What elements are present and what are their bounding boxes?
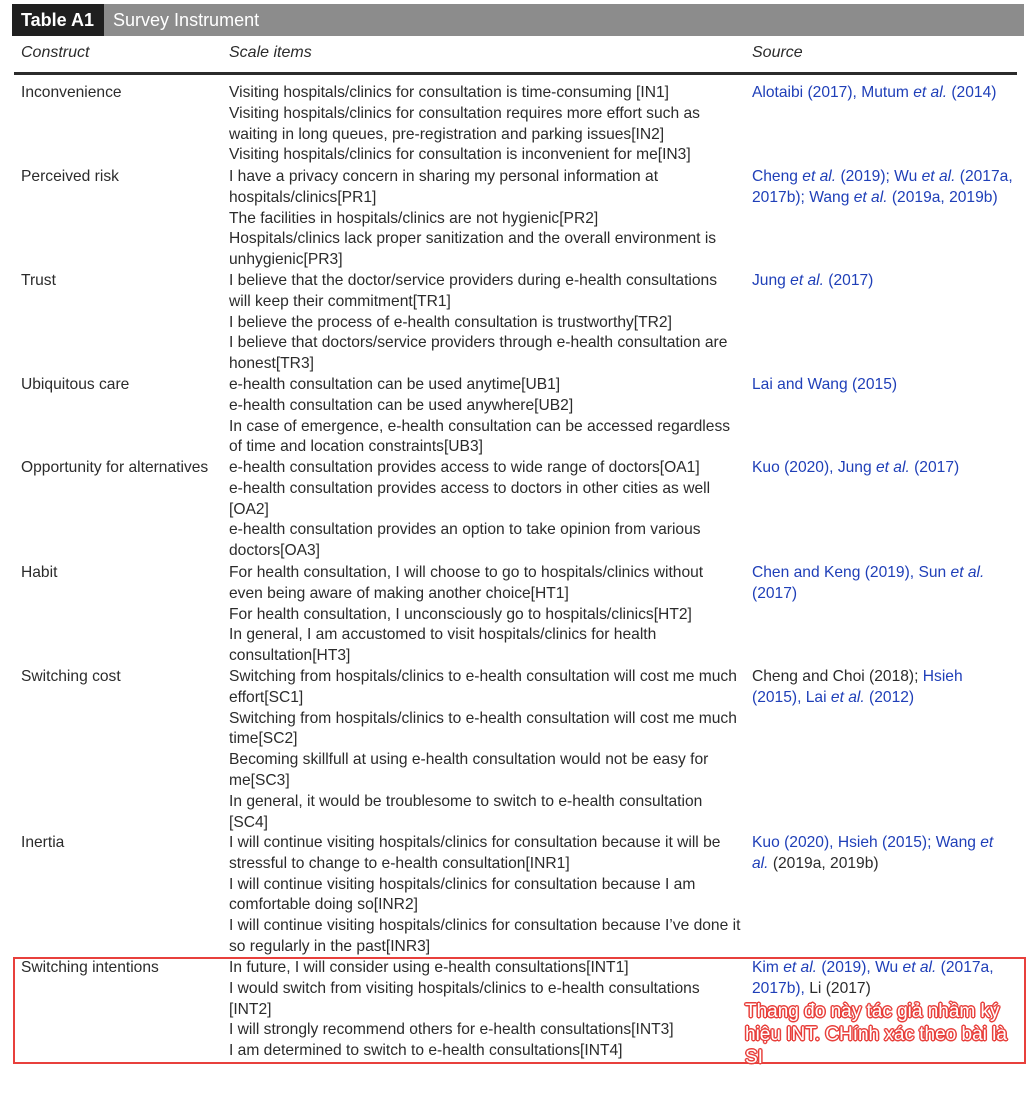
citation-link[interactable]: Jung bbox=[752, 272, 791, 289]
source-cell bbox=[752, 271, 1014, 292]
header-scale-items: Scale items bbox=[229, 44, 312, 61]
scale-items-cell bbox=[229, 458, 741, 562]
citation-link[interactable]: (2017a, 2017b), bbox=[752, 959, 994, 997]
citation-text: (2019a, 2019b) bbox=[768, 854, 879, 872]
scale-items-cell bbox=[229, 375, 741, 458]
construct-cell: Perceived risk bbox=[21, 168, 119, 185]
scale-items-cell bbox=[229, 83, 741, 166]
scale-item: Becoming skillfull at using e-health consultation would not be easy for me[SC3] bbox=[229, 751, 709, 789]
scale-item: I believe the process of e-health consultation is trustworthy[TR2] bbox=[229, 313, 672, 331]
citation-link[interactable]: et al. bbox=[830, 688, 865, 706]
source-cell bbox=[752, 833, 1014, 875]
scale-item: I will continue visiting hospitals/clinics for consultation because I’ve done it so regularly in the past[INR3] bbox=[229, 917, 741, 955]
citation-link[interactable]: (2017a, 2017b); Wang bbox=[752, 168, 1013, 206]
scale-item: I will continue visiting hospitals/clinics for consultation because I am comfortable doing so[INR2] bbox=[229, 875, 696, 914]
header-construct: Construct bbox=[21, 44, 90, 61]
source-cell bbox=[752, 167, 1014, 209]
citation-link[interactable]: Alotaibi (2017), Mutum bbox=[752, 84, 914, 101]
table-title: Survey Instrument bbox=[113, 9, 260, 30]
construct-cell: Inconvenience bbox=[21, 84, 122, 101]
header-source: Source bbox=[752, 44, 803, 61]
header-rule bbox=[14, 72, 1017, 75]
scale-items-cell bbox=[229, 167, 741, 271]
citation-link[interactable]: Kim bbox=[752, 959, 784, 976]
scale-item: For health consultation, I unconsciously go to hospitals/clinics[HT2] bbox=[229, 605, 692, 623]
citation-link[interactable]: (2017) bbox=[909, 459, 960, 476]
citation-link[interactable]: et al. bbox=[875, 459, 910, 476]
source-cell bbox=[752, 458, 1014, 479]
table-header bbox=[0, 40, 1030, 70]
table-number: Table A1 bbox=[12, 4, 104, 36]
scale-item: I have a privacy concern in sharing my personal information at hospitals/clinics[PR1] bbox=[229, 168, 659, 206]
construct-cell: Ubiquitous care bbox=[21, 376, 130, 393]
scale-item: e-health consultation provides access to doctors in other cities as well [OA2] bbox=[229, 479, 711, 518]
citation-link[interactable]: (2017) bbox=[752, 584, 798, 602]
citation-link[interactable]: Chen and Keng (2019), Sun bbox=[752, 564, 951, 581]
annotation-note: Thang đo này tác giả nhầm ký hiệu INT. CHính xác theo bài là SI bbox=[745, 1001, 1007, 1068]
source-cell bbox=[752, 83, 1014, 104]
citation-link[interactable]: Kuo (2020), Jung bbox=[752, 459, 876, 476]
construct-cell: Switching intentions bbox=[21, 959, 159, 976]
scale-items-cell bbox=[229, 667, 741, 833]
construct-cell: Inertia bbox=[21, 834, 65, 851]
scale-item: The facilities in hospitals/clinics are not hygienic[PR2] bbox=[229, 209, 599, 227]
citation-text: Li (2017) bbox=[809, 979, 871, 997]
scale-item: In future, I will consider using e-health consultations[INT1] bbox=[229, 959, 629, 976]
citation-link[interactable]: et al. bbox=[752, 834, 994, 872]
citation-link[interactable]: (2012) bbox=[864, 688, 915, 706]
citation-link[interactable]: et al. bbox=[921, 168, 956, 185]
citation-link[interactable]: et al. bbox=[853, 188, 888, 206]
scale-item: I believe that doctors/service providers through e-health consultation are honest[TR3] bbox=[229, 334, 728, 373]
scale-item: Visiting hospitals/clinics for consultation is inconvenient for me[IN3] bbox=[229, 146, 691, 164]
citation-link[interactable]: et al. bbox=[783, 959, 817, 976]
citation-link[interactable]: Cheng bbox=[752, 168, 803, 185]
scale-item: I will strongly recommend others for e-health consultations[INT3] bbox=[229, 1021, 674, 1039]
citation-link[interactable]: et al. bbox=[902, 959, 937, 976]
table-title-bar bbox=[12, 4, 1024, 36]
citation-link[interactable]: et al. bbox=[950, 564, 985, 581]
citation-text: Cheng and Choi (2018); bbox=[752, 668, 923, 685]
scale-item: e-health consultation provides access to wide range of doctors[OA1] bbox=[229, 459, 700, 476]
scale-item: Hospitals/clinics lack proper sanitization and the overall environment is unhygienic[PR3] bbox=[229, 230, 717, 269]
scale-item: I am determined to switch to e-health consultations[INT4] bbox=[229, 1042, 623, 1060]
citation-link[interactable]: et al. bbox=[790, 272, 824, 289]
scale-item: In general, it would be troublesome to switch to e-health consultation [SC4] bbox=[229, 792, 703, 831]
scale-item: In general, I am accustomed to visit hospitals/clinics for health consultation[HT3] bbox=[229, 626, 657, 665]
citation-link[interactable]: (2017) bbox=[823, 272, 874, 289]
construct-cell: Opportunity for alternatives bbox=[21, 459, 209, 476]
scale-item: I would switch from visiting hospitals/clinics to e-health consultations [INT2] bbox=[229, 979, 700, 1018]
citation-link[interactable]: Kuo (2020), Hsieh (2015); Wang bbox=[752, 834, 981, 851]
citation-link[interactable]: et al. bbox=[802, 168, 837, 185]
scale-item: I will continue visiting hospitals/clinics for consultation because it will be stressful to change to e-health consultation[INR1] bbox=[229, 834, 721, 872]
scale-item: I believe that the doctor/service providers during e-health consultations will keep their commitment[TR1] bbox=[229, 272, 718, 310]
scale-item: e-health consultation can be used anytime[UB1] bbox=[229, 376, 561, 393]
construct-cell: Habit bbox=[21, 564, 58, 581]
scale-item: Switching from hospitals/clinics to e-health consultation will cost me much time[SC2] bbox=[229, 709, 737, 748]
citation-link[interactable]: (2019); Wu bbox=[836, 168, 922, 185]
scale-item: e-health consultation provides an option to take opinion from various doctors[OA3] bbox=[229, 521, 701, 560]
scale-item: Visiting hospitals/clinics for consultation is time-consuming [IN1] bbox=[229, 84, 669, 101]
citation-link[interactable]: (2019), Wu bbox=[817, 959, 903, 976]
citation-link[interactable]: Lai and Wang (2015) bbox=[752, 376, 898, 393]
source-cell bbox=[752, 563, 1014, 605]
scale-item: Switching from hospitals/clinics to e-health consultation will cost me much effort[SC1] bbox=[229, 668, 737, 706]
citation-link[interactable]: Hsieh (2015), Lai bbox=[752, 668, 963, 706]
scale-item: In case of emergence, e-health consultation can be accessed regardless of time and location constraints[UB3] bbox=[229, 417, 731, 456]
citation-link[interactable]: (2019a, 2019b) bbox=[887, 188, 998, 206]
scale-items-cell bbox=[229, 271, 741, 375]
scale-items-cell bbox=[229, 833, 741, 958]
scale-items-cell bbox=[229, 563, 741, 667]
scale-item: For health consultation, I will choose to go to hospitals/clinics without even being aware of making another choice[HT1] bbox=[229, 564, 704, 602]
construct-cell: Switching cost bbox=[21, 668, 121, 685]
scale-item: Visiting hospitals/clinics for consultation requires more effort such as waiting in long queues, pre-registration and parking issues[IN2] bbox=[229, 104, 700, 143]
scale-item: e-health consultation can be used anywhere[UB2] bbox=[229, 396, 574, 414]
construct-cell: Trust bbox=[21, 272, 56, 289]
source-cell bbox=[752, 667, 1014, 709]
citation-link[interactable]: (2014) bbox=[947, 84, 997, 101]
citation-link[interactable]: et al. bbox=[913, 84, 948, 101]
source-cell bbox=[752, 375, 1014, 396]
